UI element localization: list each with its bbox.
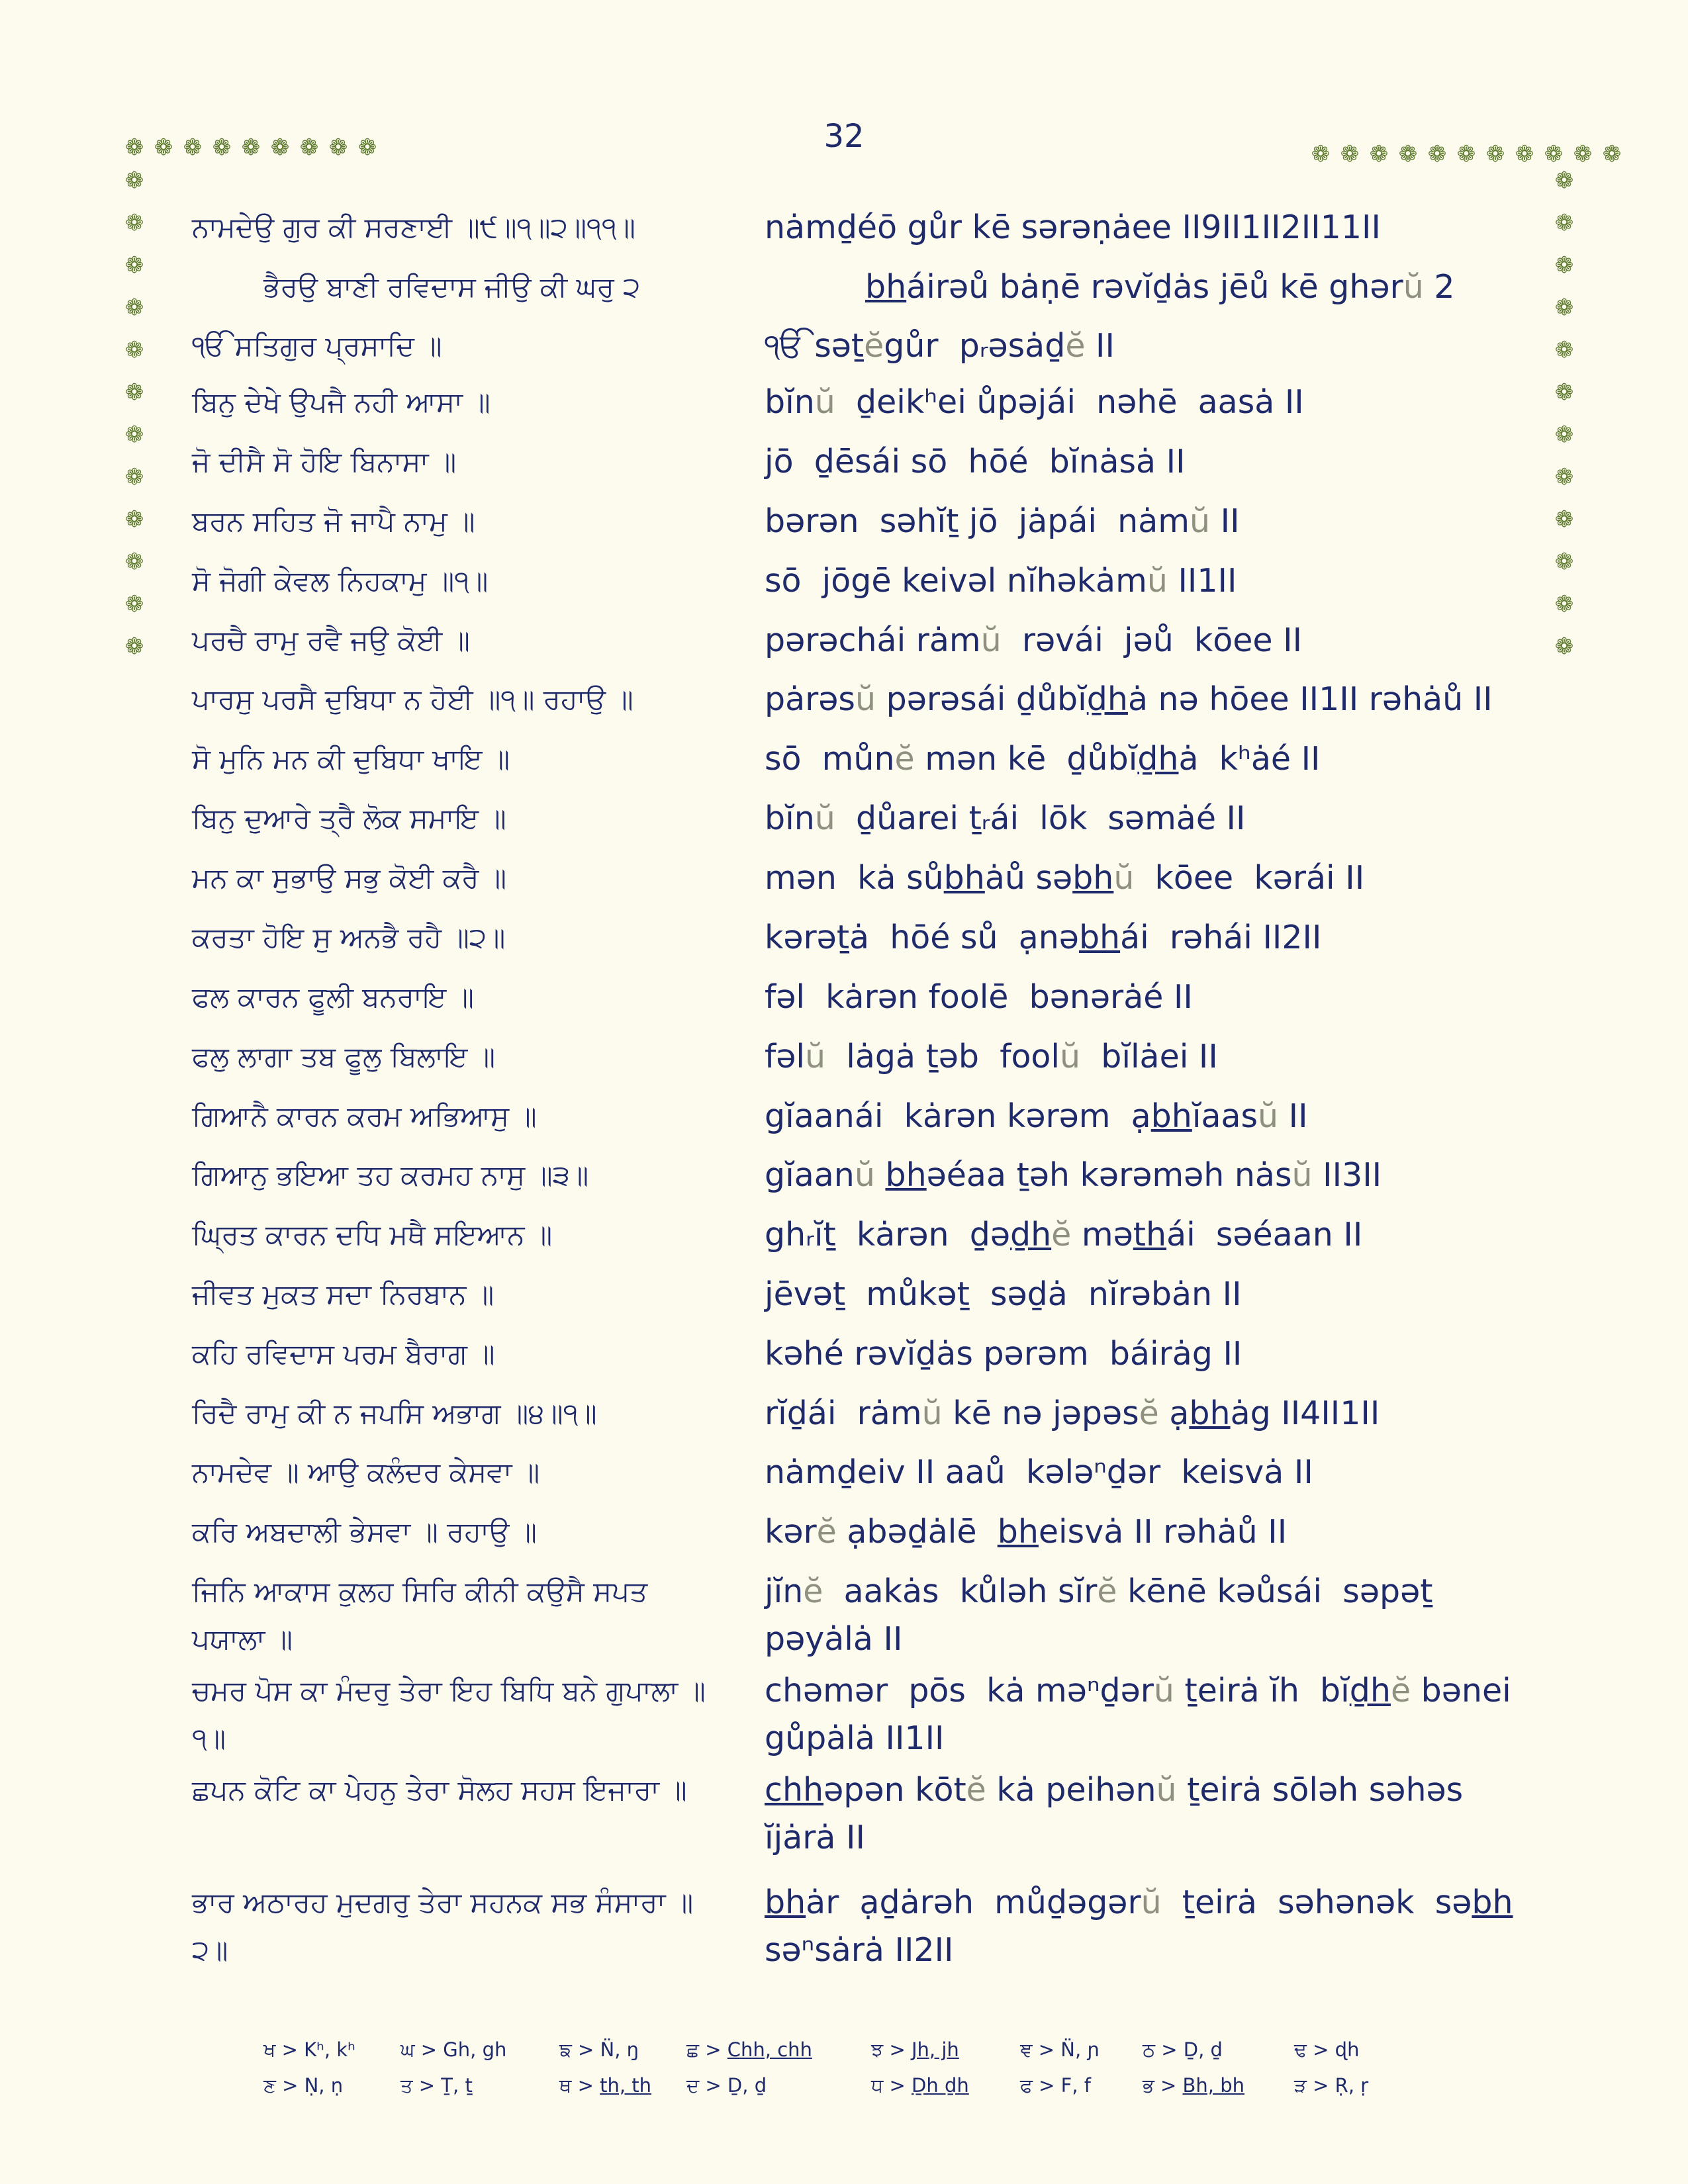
text-segment: bh [765,1884,806,1921]
text-segment: ĕ [966,1771,986,1809]
flower-icon: ❁ [1554,167,1574,194]
text-segment: ਧ > [871,2074,912,2097]
text-segment: fəl kȧrən foolē bənərȧé II [765,978,1193,1016]
text-segment: ṯeirȧ ĭh bĭ [1174,1672,1350,1709]
text-segment: ੴ səṯ [765,327,865,365]
text-segment: ȧg II4II1II [1230,1394,1380,1432]
text-segment: bh [997,1513,1039,1551]
gurmukhi-line: ਭੈਰਉ ਬਾਣੀ ਰਵਿਦਾਸ ਜੀਉ ਕੀ ਘਰੁ ੨ [263,271,641,303]
transliteration-line [765,914,1526,962]
text-segment: ŭ [1153,1672,1174,1709]
text-segment: ਦ > Ḏ, ḏ [686,2074,767,2097]
transliteration-line [765,498,1526,545]
legend-item [1294,2038,1359,2062]
flower-icon: ❁ [1554,252,1574,279]
text-segment: ŭ [1258,1097,1279,1135]
transliteration-line [765,1667,1526,1762]
gurmukhi-line: ਭਾਰ ਅਠਾਰਹ ਮੁਦਗਰੁ ਤੇਰਾ ਸਹਨਕ ਸਭ ਸੰਸਾਰਾ ॥੨॥ [192,1886,694,1966]
text-segment: rəvái jəů kōee II [1001,621,1303,659]
flower-icon: ❁ [1573,141,1593,167]
flower-icon: ❁ [124,210,144,236]
flower-icon: ❁ [357,134,377,161]
flower-icon: ❁ [1427,141,1447,167]
text-segment: ਞ > N̈, ɲ [1020,2038,1100,2061]
text-segment: ਖ > Kʰ, kʰ [263,2038,355,2061]
text-segment: ŭ [980,621,1002,659]
text-segment: Jh, jh [911,2038,959,2061]
flower-icon: ❁ [1311,141,1331,167]
legend-item [263,2074,343,2097]
text-segment: mə [1071,1216,1133,1253]
legend-item [1294,2074,1368,2097]
text-segment: ĕ [1051,1216,1072,1253]
text-segment: ŭ [1189,502,1211,540]
text-segment: sō jōgē keivəl nĭhəkȧm [765,562,1147,600]
text-segment: bənei gůpȧlȧ II1II [765,1672,1522,1757]
text-segment: gĭaan [765,1156,855,1194]
transliteration-line [765,1330,1526,1378]
text-segment: ŭ [921,1394,943,1432]
gurmukhi-line: ਚਮਰ ਪੋਸ ਕਾ ਮੰਦਰੁ ਤੇਰਾ ਇਹ ਬਿਧਿ ਬਨੇ ਗੁਪਾਲਾ ॥੧॥ [192,1674,706,1754]
text-segment: II3II [1312,1156,1382,1194]
text-segment: ਥ > [559,2074,600,2097]
text-segment: ái rəhái II2II [1120,919,1322,956]
text-segment: th, th [600,2074,652,2097]
transliteration-line [765,1271,1526,1318]
text-segment: bh [943,859,985,897]
flower-icon: ❁ [124,549,144,575]
text-segment: ਛ > [686,2038,727,2061]
transliteration-line [765,676,1526,723]
text-segment: səⁿsȧrȧ II2II [765,1884,1524,1969]
text-segment: bĭn [765,383,815,421]
text-segment: gĭaanái kȧrən kərəm ạ [765,1097,1151,1135]
transliteration-line [765,1152,1526,1199]
text-segment: ŭ [1291,1156,1313,1194]
text-segment: ḏůarei ṯᵣái lōk səmȧé II [835,799,1246,837]
text-segment: Chh, chh [727,2038,812,2061]
text-segment: rĭḏái rȧm [765,1394,922,1432]
flower-icon: ❁ [1554,591,1574,617]
flower-icon: ❁ [1544,141,1564,167]
flower-icon: ❁ [124,591,144,617]
text-segment: pȧrəs [765,680,855,718]
flower-icon: ❁ [1369,141,1389,167]
text-segment: chəmər pōs kȧ məⁿḏər [765,1672,1154,1709]
transliteration-line [765,1568,1526,1663]
transliteration-line [765,379,1526,426]
transliteration-line [765,974,1526,1021]
flower-icon: ❁ [1554,337,1574,363]
legend-item [871,2074,969,2097]
text-segment: kȧ peihən [986,1771,1156,1809]
text-segment: ĕ [864,327,884,365]
text-segment: ਭ > [1143,2074,1183,2097]
flower-icon: ❁ [124,422,144,448]
flower-icon: ❁ [1554,464,1574,490]
flower-icon: ❁ [241,134,261,161]
text-segment: ạbəḏȧlē [836,1513,998,1551]
text-segment: ghᵣĭṯ kȧrən ḏə [765,1216,1010,1253]
gurmukhi-line: ਜੋ ਦੀਸੈ ਸੋ ਹੋਇ ਬਿਨਾਸਾ ॥ [192,445,457,478]
text-segment: ŭ [1060,1038,1081,1075]
text-segment: ਢ > ɖh [1294,2038,1360,2061]
text-segment: eisvȧ II rəhȧů II [1038,1513,1288,1551]
text-segment: ŭ [855,680,876,718]
flower-icon: ❁ [212,134,232,161]
gurmukhi-line: ਰਿਦੈ ਰਾਮੁ ਕੀ ਨ ਜਪਸਿ ਅਭਾਗ ॥੪॥੧॥ [192,1397,597,1430]
flower-icon: ❁ [1554,210,1574,236]
legend-item [686,2074,767,2097]
text-segment: th [1133,1216,1167,1253]
text-segment: bĭlȧei II [1080,1038,1218,1075]
flower-icon: ❁ [1554,295,1574,321]
text-segment: ĕ [1097,1572,1117,1610]
flower-icon: ❁ [124,506,144,533]
text-segment: sō můn [765,740,895,778]
text-segment: bh [1472,1884,1513,1921]
text-segment: ŭ [1147,562,1168,600]
text-segment: jō ḏēsái sō hōé bĭnȧsȧ II [765,443,1186,480]
text-segment: ḏh [1137,740,1179,778]
text-segment: 2 [1423,268,1455,306]
gurmukhi-line: ਫਲੁ ਲਾਗਾ ਤਬ ਫੂਲੁ ਬਿਲਾਇ ॥ [192,1040,496,1073]
text-segment: ạ [1158,1394,1190,1432]
text-segment: II [1210,502,1240,540]
text-segment: jĭn [765,1572,804,1610]
text-segment: nȧmḏéō gůr kē sərəṇȧee II9II1II2II11II [765,208,1381,246]
text-segment: ŭ [814,383,835,421]
legend-item [1143,2074,1244,2097]
flower-icon: ❁ [1554,506,1574,533]
flower-icon: ❁ [183,134,203,161]
gurmukhi-line: ਨਾਮਦੇਉ ਗੁਰ ਕੀ ਸਰਣਾਈ ॥੯॥੧॥੨॥੧੧॥ [192,211,635,244]
legend-item [559,2038,639,2062]
flower-icon: ❁ [124,379,144,406]
gurmukhi-line: ਗਿਆਨੈ ਕਾਰਨ ਕਰਮ ਅਭਿਆਸੁ ॥ [192,1100,537,1132]
flower-icon: ❁ [1554,379,1574,406]
text-segment: ŭ [1403,268,1424,306]
flower-icon: ❁ [1602,141,1622,167]
text-segment: ŭ [1156,1771,1177,1809]
text-segment: II [1085,327,1115,365]
gurmukhi-line: ਬਰਨ ਸਹਿਤ ਜੋ ਜਾਪੈ ਨਾਮੁ ॥ [192,505,475,537]
transliteration-line [765,1879,1526,1974]
text-segment: ŭ [1141,1884,1162,1921]
text-segment [875,1156,886,1194]
text-segment: ȧů sə [984,859,1073,897]
transliteration-line [765,1766,1526,1862]
gurmukhi-line: ਮਨ ਕਾ ਸੁਭਾਉ ਸਭੁ ਕੋਈ ਕਰੈ ॥ [192,862,507,894]
text-segment: ŭ [854,1156,875,1194]
transliteration-line [765,854,1526,902]
transliteration-line [765,1211,1526,1259]
text-segment: jēvəṯ můkəṯ səḏȧ nĭrəbȧn II [765,1275,1242,1313]
flower-icon: ❁ [299,134,319,161]
transliteration-line [765,795,1526,842]
transliteration-line [765,1033,1526,1081]
text-segment: ਤ > Ṯ, ṯ [400,2074,473,2097]
flower-icon: ❁ [270,134,290,161]
flower-icon: ❁ [124,295,144,321]
legend-item [400,2038,506,2062]
transliteration-line [765,1093,1526,1140]
text-segment: chh [765,1771,824,1809]
transliteration-line [765,204,1526,251]
gurmukhi-line: ਘ੍ਰਿਤ ਕਾਰਨ ਦਧਿ ਮਥੈ ਸਇਆਨ ॥ [192,1218,553,1251]
gurmukhi-line: ਫਲ ਕਾਰਨ ਫੂਲੀ ਬਨਰਾਇ ॥ [192,981,474,1013]
flower-icon: ❁ [1485,141,1505,167]
transliteration-line [765,557,1526,605]
text-segment: ਠ > Ḏ, ḏ [1143,2038,1223,2061]
gurmukhi-line: ਜਿਨਿ ਆਕਾਸ ਕੁਲਹ ਸਿਰਿ ਕੀਨੀ ਕਉਸੈ ਸਪਤ ਪਯਾਲਾ ॥ [192,1575,648,1655]
text-segment: ਣ > Ṇ, ṇ [263,2074,344,2097]
flower-icon: ❁ [1554,633,1574,660]
text-segment: ḏh [1349,1672,1391,1709]
flower-icon: ❁ [124,167,144,194]
text-segment: nȧmḏeiv II aaů kələⁿḏər keisvȧ II [765,1453,1313,1491]
text-segment: ਝ > [871,2038,912,2061]
page-number: 32 [823,118,865,155]
text-segment: ĕ [1390,1672,1411,1709]
gurmukhi-line: ਕਹਿ ਰਵਿਦਾਸ ਪਰਮ ਬੈਰਾਗ ॥ [192,1338,495,1370]
text-segment: ȧ nə hōee II1II rəhȧů II [1127,680,1493,718]
text-segment: ĕ [816,1513,837,1551]
gurmukhi-line: ਬਿਨੁ ਦੁਆਰੇ ਤ੍ਰੈ ਲੋਕ ਸਮਾਇ ॥ [192,802,506,835]
legend-item [1020,2038,1100,2062]
text-segment: bĭn [765,799,815,837]
gurmukhi-line: ਬਿਨੁ ਦੇਖੇ ਉਪਜੈ ਨਹੀ ਆਸਾ ॥ [192,386,491,418]
flower-icon: ❁ [1340,141,1360,167]
gurmukhi-line: ਛਪਨ ਕੋਟਿ ਕਾ ਪੇਹਨੁ ਤੇਰਾ ਸੋਲਹ ਸਹਸ ਇਜਾਰਾ ॥ [192,1774,687,1806]
text-segment: ḏh [1009,1216,1052,1253]
legend-item [400,2074,473,2097]
transliteration-line [865,263,1626,311]
gurmukhi-line: ਪਾਰਸੁ ਪਰਸੈ ਦੁਬਿਧਾ ਨ ਹੋਈ ॥੧॥ ਰਹਾਉ ॥ [192,683,633,715]
text-segment: pərəchái rȧm [765,621,981,659]
text-segment: bh [885,1156,927,1194]
text-segment: kēnē kəůsái səpəṯ pəyȧlȧ II [765,1572,1454,1658]
transliteration-line [765,438,1526,486]
transliteration-line [765,735,1526,783]
text-segment: ĕ [894,740,915,778]
text-segment: bərən səhĭṯ jō jȧpái nȧm [765,502,1190,540]
gurmukhi-line: ਸੋ ਜੋਗੀ ਕੇਵਲ ਨਿਹਕਾਮੁ ॥੧॥ [192,565,489,597]
text-segment: fəl [765,1038,806,1075]
text-segment: ĕ [1065,327,1086,365]
flower-icon: ❁ [1515,141,1534,167]
transliteration-line [765,1508,1526,1556]
text-segment: kōee kərái II [1134,859,1365,897]
text-segment: ȧr ạḏȧrəh můḏəgər [806,1884,1141,1921]
text-segment: ਘ > Gh, gh [400,2038,507,2061]
text-segment: bh [1078,919,1121,956]
text-segment: əpən kōt [823,1771,966,1809]
flower-icon: ❁ [328,134,348,161]
legend-item [1020,2074,1091,2097]
gurmukhi-line: ਗਿਆਨੁ ਭਇਆ ਤਹ ਕਰਮਹ ਨਾਸੁ ॥੩॥ [192,1159,589,1191]
text-segment: II [1278,1097,1308,1135]
flower-icon: ❁ [1554,549,1574,575]
text-segment: mən kē ḏůbĭ [914,740,1138,778]
text-segment: ȧ kʰȧé II [1178,740,1321,778]
transliteration-line [765,1449,1526,1496]
text-segment: ṯeirȧ sōləh səhəs ĭjȧrȧ II [765,1771,1484,1856]
text-segment: bh [1072,859,1114,897]
legend-item [559,2074,651,2097]
text-segment: bh [1150,1097,1192,1135]
text-segment: bh [1189,1394,1231,1432]
gurmukhi-line: ਨਾਮਦੇਵ ॥ ਆਉ ਕਲੰਦਰ ਕੇਸਵਾ ॥ [192,1456,540,1488]
text-segment: ḏh [1086,680,1128,718]
transliteration-line [765,617,1526,664]
text-segment: ṯeirȧ səhənək sə [1161,1884,1472,1921]
legend-item [1143,2038,1223,2062]
flower-icon: ❁ [124,134,144,161]
text-segment: ŭ [814,799,835,837]
flower-icon: ❁ [124,337,144,363]
text-segment: ਙ > N̈, ŋ [559,2038,639,2061]
text-segment: Bh, bh [1182,2074,1245,2097]
text-segment: ŭ [805,1038,826,1075]
flower-icon: ❁ [1398,141,1418,167]
text-segment: ĭaas [1192,1097,1258,1135]
gurmukhi-line: ਕਰਤਾ ਹੋਇ ਸੁ ਅਨਭੈ ਰਹੈ ॥੨॥ [192,921,506,954]
text-segment: aakȧs kůləh sĭr [823,1572,1098,1610]
text-segment: əéaa ṯəh kərəməh nȧs [926,1156,1292,1194]
text-segment: lȧgȧ ṯəb fool [825,1038,1060,1075]
text-segment: ੜ > Ṛ, ṛ [1294,2074,1369,2097]
flower-icon: ❁ [124,252,144,279]
text-segment: kē nə jəpəs [942,1394,1139,1432]
text-segment: ŭ [1113,859,1135,897]
gurmukhi-line: ਸੋ ਮੁਨਿ ਮਨ ਕੀ ਦੁਬਿਧਾ ਖਾਇ ॥ [192,743,510,775]
legend-item [871,2038,959,2062]
text-segment: pərəsái ḏůbĭ [876,680,1087,718]
text-segment: kərəṯȧ hōé sů ạnə [765,919,1079,956]
transliteration-line [765,322,1526,370]
text-segment: ái səéaan II [1166,1216,1363,1253]
legend-item [686,2038,812,2062]
text-segment: áirəů bȧṇē rəvĭḏȧs jēů kē ghər [906,268,1403,306]
text-segment: gůr pᵣəsȧḏ [884,327,1066,365]
text-segment: kər [765,1513,817,1551]
text-segment: kəhé rəvĭḏȧs pərəm báirȧg II [765,1335,1243,1373]
flower-icon: ❁ [154,134,173,161]
flower-icon: ❁ [1554,422,1574,448]
text-segment: ĕ [1139,1394,1159,1432]
text-segment: II1II [1167,562,1237,600]
flower-icon: ❁ [124,633,144,660]
gurmukhi-line: ੴ ਸਤਿਗੁਰ ਪ੍ਰਸਾਦਿ ॥ [192,330,442,362]
text-segment: ĕ [803,1572,823,1610]
text-segment: Ḏh ḏh [912,2074,969,2097]
text-segment: ḏeikʰei ůpəjái nəhē aasȧ II [835,383,1304,421]
flower-icon: ❁ [1456,141,1476,167]
text-segment: ਫ > F, f [1020,2074,1091,2097]
text-segment: bh [865,268,907,306]
flower-icon: ❁ [124,464,144,490]
gurmukhi-line: ਪਰਚੈ ਰਾਮੁ ਰਵੈ ਜਉ ਕੋਈ ॥ [192,624,470,657]
gurmukhi-line: ਕਰਿ ਅਬਦਾਲੀ ਭੇਸਵਾ ॥ ਰਹਾਉ ॥ [192,1516,537,1548]
gurmukhi-line: ਜੀਵਤ ਮੁਕਤ ਸਦਾ ਨਿਰਬਾਨ ॥ [192,1278,494,1310]
text-segment: mən kȧ sů [765,859,944,897]
legend-item [263,2038,355,2062]
transliteration-line [765,1390,1526,1437]
